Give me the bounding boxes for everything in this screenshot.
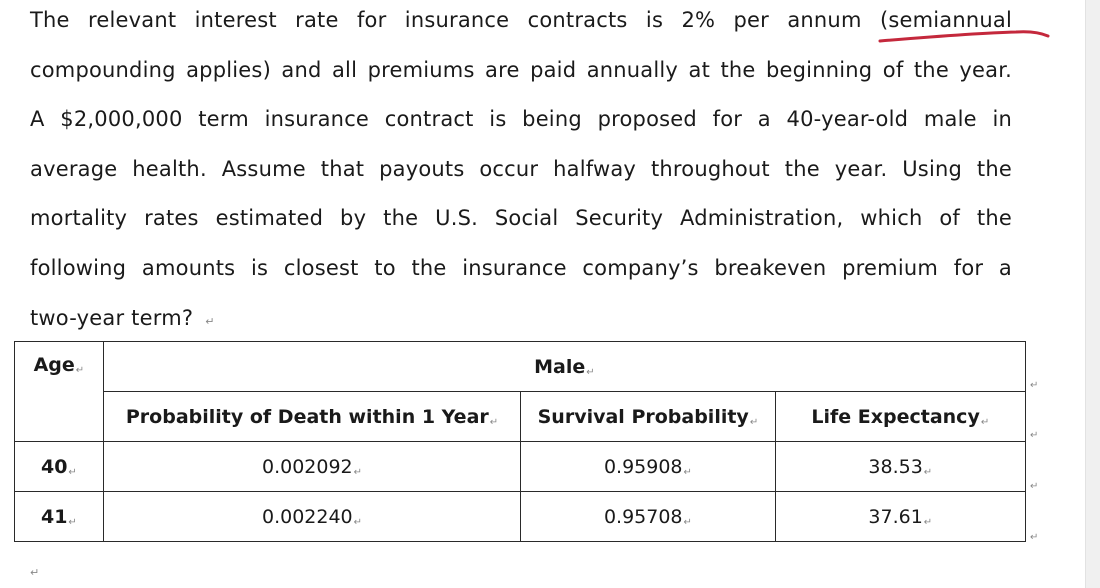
cell-mark-icon: ↵ xyxy=(489,416,499,428)
column-header-label: Survival Probability xyxy=(537,405,749,428)
age-value: 41 xyxy=(40,505,68,528)
question-line-7 xyxy=(30,304,215,336)
table-row xyxy=(15,442,1026,492)
paragraph-mark-icon: ↵ xyxy=(30,566,40,579)
row-end-mark-icon: ↵ xyxy=(1030,430,1039,441)
table-subheader-row xyxy=(15,392,1026,442)
column-header-life-expectancy xyxy=(775,392,1025,442)
question-line-6: following amounts is closest to the insurance company’s breakeven premium for a xyxy=(30,256,1012,280)
cell-mark-icon: ↵ xyxy=(75,365,85,376)
table-row xyxy=(15,492,1026,542)
row-end-mark-icon: ↵ xyxy=(1030,380,1039,391)
mortality-table xyxy=(14,341,1026,542)
survival-value: 0.95708 xyxy=(603,505,683,528)
survival-cell xyxy=(521,442,775,492)
cell-mark-icon: ↵ xyxy=(353,466,363,478)
cell-mark-icon: ↵ xyxy=(923,466,933,478)
question-line-4: average health. Assume that payouts occur halfway throughout the year. Using the xyxy=(30,157,1012,181)
question-line-5: mortality rates estimated by the U.S. Social Security Administration, which of the xyxy=(30,206,1012,230)
red-underline-annotation xyxy=(876,28,1051,48)
cell-mark-icon: ↵ xyxy=(683,466,692,478)
column-header-label: Life Expectancy xyxy=(811,405,980,428)
table-header-row xyxy=(15,342,1026,392)
prob-death-cell xyxy=(103,492,520,542)
male-header: Male xyxy=(534,355,586,378)
survival-value: 0.95908 xyxy=(603,455,683,478)
row-end-mark-icon: ↵ xyxy=(1030,481,1039,492)
row-end-mark-icon: ↵ xyxy=(1030,532,1039,543)
survival-cell xyxy=(521,492,775,542)
column-header-survival xyxy=(521,392,775,442)
age-cell xyxy=(15,492,104,542)
cell-mark-icon: ↵ xyxy=(980,416,990,428)
life-exp-cell xyxy=(775,492,1025,542)
cell-mark-icon: ↵ xyxy=(586,366,595,378)
age-cell xyxy=(15,442,104,492)
prob-death-value: 0.002240 xyxy=(261,505,353,528)
cell-mark-icon: ↵ xyxy=(68,466,77,478)
cell-mark-icon: ↵ xyxy=(68,516,77,528)
age-header: Age xyxy=(33,354,75,376)
question-line-1: The relevant interest rate for insurance contracts is 2% per annum (semiannual xyxy=(30,8,1012,32)
cell-mark-icon: ↵ xyxy=(749,416,759,428)
male-header-cell xyxy=(103,342,1025,392)
prob-death-value: 0.002092 xyxy=(261,455,353,478)
question-line-3: A $2,000,000 term insurance contract is being proposed for a 40-year-old male in xyxy=(30,107,1012,131)
question-line-2: compounding applies) and all premiums are paid annually at the beginning of the year. xyxy=(30,58,1012,82)
prob-death-cell xyxy=(103,442,520,492)
life-exp-value: 37.61 xyxy=(868,505,923,528)
paragraph-mark-icon: ↵ xyxy=(205,315,215,328)
cell-mark-icon: ↵ xyxy=(923,516,933,528)
column-header-label: Probability of Death within 1 Year xyxy=(125,405,489,428)
cell-mark-icon: ↵ xyxy=(683,516,692,528)
life-exp-cell xyxy=(775,442,1025,492)
cell-mark-icon: ↵ xyxy=(353,516,363,528)
life-exp-value: 38.53 xyxy=(868,455,923,478)
column-header-prob-death xyxy=(103,392,520,442)
age-header-cell xyxy=(15,342,104,442)
age-value: 40 xyxy=(40,455,68,478)
vertical-scrollbar[interactable] xyxy=(1085,0,1100,588)
question-line-7-text: two-year term? xyxy=(30,306,194,330)
